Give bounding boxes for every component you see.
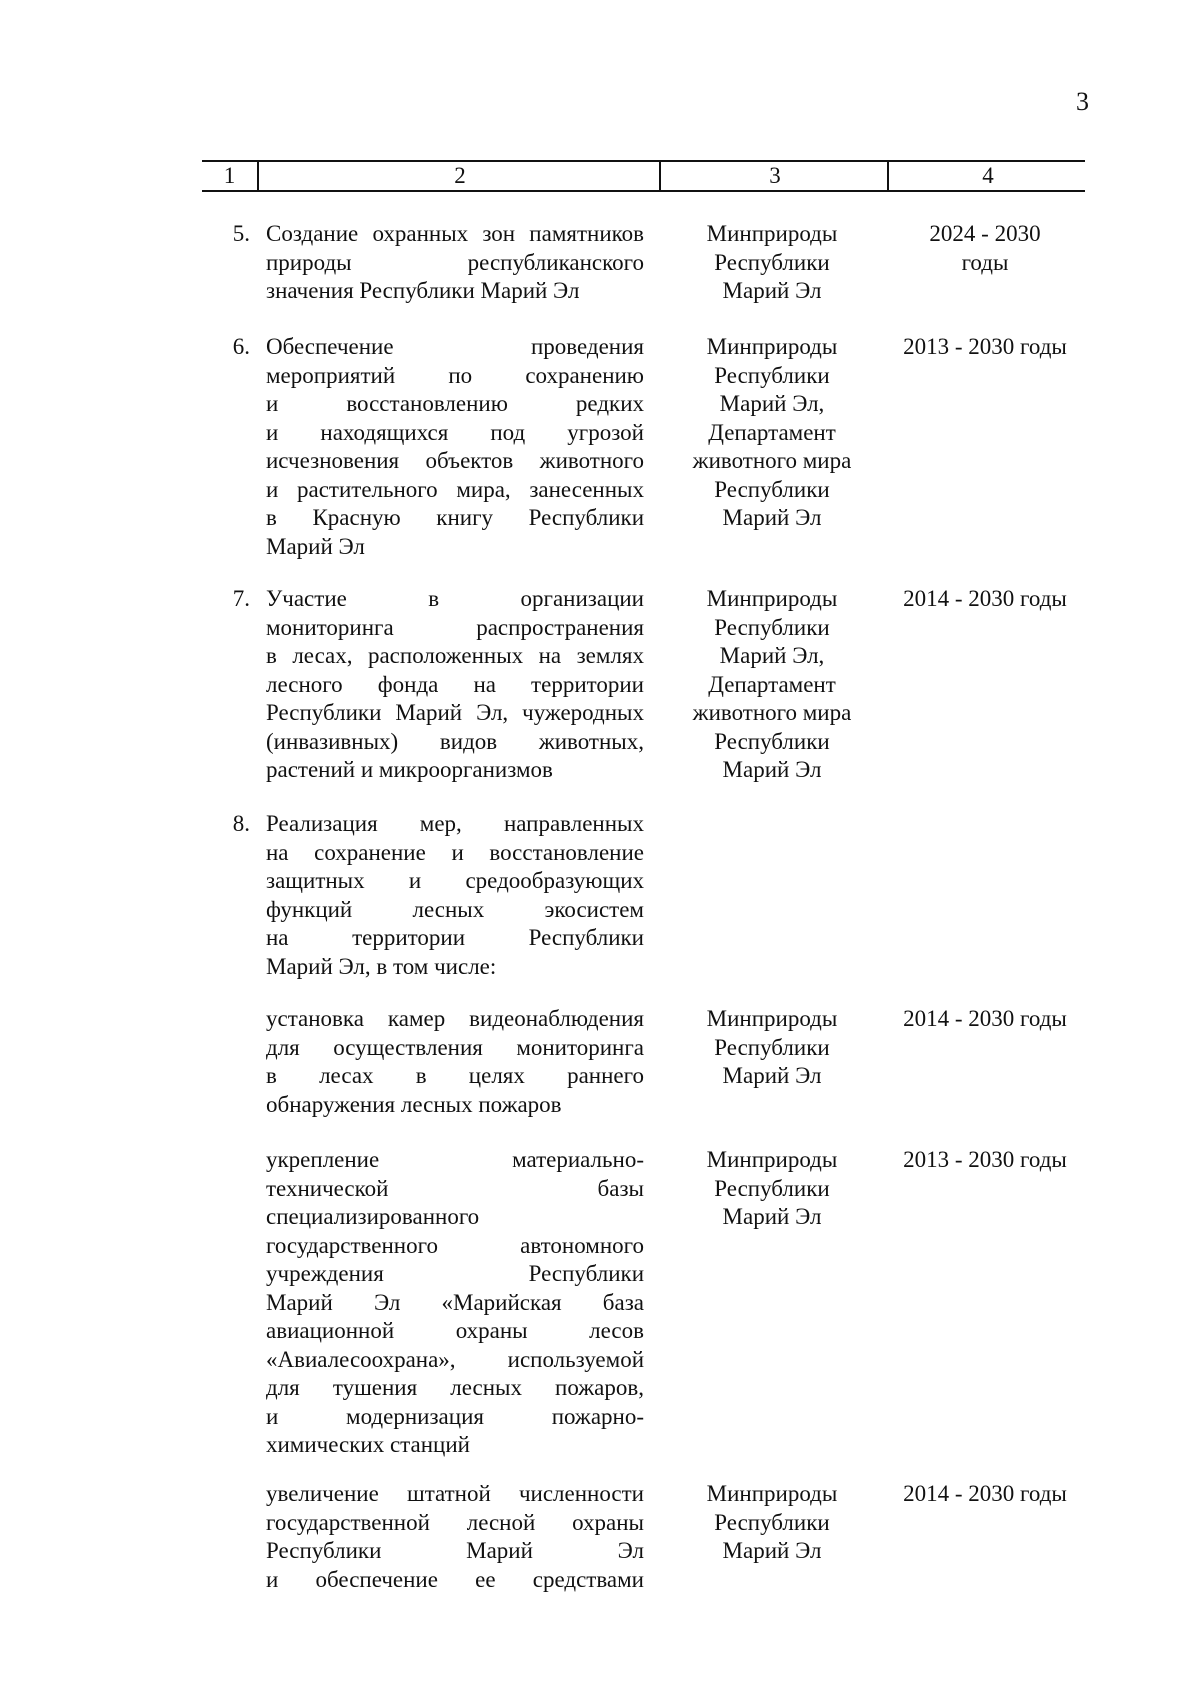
row-number: 6. bbox=[232, 334, 250, 359]
description-line: Реализация мер, направленных bbox=[266, 811, 644, 836]
row-period bbox=[880, 1005, 1090, 1034]
agency-line: Республики bbox=[714, 728, 830, 754]
row-number: 5. bbox=[232, 221, 250, 246]
description-line: «Авиалесоохрана», используемой bbox=[266, 1346, 644, 1372]
row-number: 8. bbox=[232, 811, 250, 836]
description-line: защитных и средообразующих bbox=[266, 868, 644, 893]
description-line: государственного автономного bbox=[266, 1232, 644, 1258]
agency-line: Минприроды bbox=[706, 586, 838, 611]
table-header bbox=[202, 160, 1085, 192]
period-line: 2014 - 2030 годы bbox=[903, 1481, 1067, 1506]
page-number: 3 bbox=[1076, 87, 1089, 116]
row-agency bbox=[668, 220, 876, 306]
row-description bbox=[266, 585, 644, 785]
description-line: в лесах в целях раннего bbox=[266, 1063, 644, 1088]
description-line: Марий Эл, в том числе: bbox=[266, 953, 497, 979]
agency-line: Минприроды bbox=[706, 221, 838, 246]
period-line: 2013 - 2030 годы bbox=[903, 334, 1067, 359]
description-line: Республики Марий Эл, чужеродных bbox=[266, 700, 644, 725]
agency-line: Марий Эл bbox=[722, 1204, 822, 1229]
description-line: авиационной охраны лесов bbox=[266, 1318, 644, 1343]
description-line: Марий Эл bbox=[266, 533, 365, 559]
description-line: специализированного bbox=[266, 1204, 480, 1229]
description-line: и обеспечение ее средствами bbox=[266, 1566, 644, 1592]
description-line: (инвазивных) видов животных, bbox=[266, 728, 644, 754]
description-line: на сохранение и восстановление bbox=[266, 839, 644, 865]
row-description bbox=[266, 333, 644, 561]
description-line: исчезновения объектов животного bbox=[266, 448, 644, 473]
description-line: и модернизация пожарно- bbox=[266, 1403, 644, 1429]
header-col-4: 4 bbox=[887, 162, 1087, 190]
period-line: 2014 - 2030 годы bbox=[903, 1006, 1067, 1031]
row-agency bbox=[668, 1480, 876, 1566]
description-line: функций лесных экосистем bbox=[266, 896, 644, 922]
period-line: годы bbox=[961, 249, 1009, 275]
description-line: технической базы bbox=[266, 1175, 644, 1201]
agency-line: Республики bbox=[714, 614, 830, 640]
agency-line: Республики bbox=[714, 362, 830, 388]
description-line: мероприятий по сохранению bbox=[266, 362, 644, 388]
description-line: природы республиканского bbox=[266, 249, 644, 275]
description-line: обнаружения лесных пожаров bbox=[266, 1091, 562, 1117]
description-line: и находящихся под угрозой bbox=[266, 419, 644, 445]
agency-line: животного мира bbox=[692, 700, 852, 725]
period-line: 2013 - 2030 годы bbox=[903, 1147, 1067, 1172]
description-line: учреждения Республики bbox=[266, 1261, 644, 1286]
agency-line: Департамент bbox=[708, 671, 836, 697]
description-line: и восстановлению редких bbox=[266, 391, 644, 416]
agency-line: Марий Эл bbox=[722, 1538, 822, 1563]
description-line: в лесах, расположенных на землях bbox=[266, 643, 644, 668]
period-line: 2014 - 2030 годы bbox=[903, 586, 1067, 611]
description-line: значения Республики Марий Эл bbox=[266, 278, 580, 303]
description-line: Участие в организации bbox=[266, 586, 644, 611]
agency-line: Минприроды bbox=[706, 1147, 838, 1172]
agency-line: Республики bbox=[714, 1034, 830, 1060]
row-period bbox=[880, 1480, 1090, 1509]
agency-line: Департамент bbox=[708, 419, 836, 445]
agency-line: Марий Эл bbox=[722, 1063, 822, 1088]
description-line: мониторинга распространения bbox=[266, 614, 644, 640]
row-period bbox=[880, 585, 1090, 614]
description-line: лесного фонда на территории bbox=[266, 671, 644, 697]
row-agency bbox=[668, 585, 876, 785]
row-agency bbox=[668, 1005, 876, 1091]
description-line: для осуществления мониторинга bbox=[266, 1034, 644, 1060]
row-period bbox=[880, 333, 1090, 362]
description-line: установка камер видеонаблюдения bbox=[266, 1006, 644, 1031]
agency-line: Марий Эл bbox=[722, 278, 822, 303]
description-line: Обеспечение проведения bbox=[266, 334, 644, 359]
row-description bbox=[266, 1480, 644, 1594]
row-number: 7. bbox=[232, 586, 250, 611]
agency-line: Марий Эл, bbox=[719, 643, 825, 668]
description-line: и растительного мира, занесенных bbox=[266, 476, 644, 502]
description-line: для тушения лесных пожаров, bbox=[266, 1375, 644, 1400]
row-description bbox=[266, 1005, 644, 1119]
description-line: государственной лесной охраны bbox=[266, 1509, 644, 1535]
row-agency bbox=[668, 1146, 876, 1232]
row-description bbox=[266, 220, 644, 306]
agency-line: Республики bbox=[714, 1175, 830, 1201]
row-period bbox=[880, 220, 1090, 277]
header-col-1: 1 bbox=[223, 163, 236, 188]
description-line: растений и микроорганизмов bbox=[266, 757, 553, 782]
agency-line: животного мира bbox=[692, 448, 852, 473]
description-line: на территории Республики bbox=[266, 925, 644, 950]
agency-line: Республики bbox=[714, 249, 830, 275]
row-agency bbox=[668, 333, 876, 533]
agency-line: Республики bbox=[714, 1509, 830, 1535]
row-description bbox=[266, 810, 644, 981]
agency-line: Минприроды bbox=[706, 334, 838, 359]
description-line: Республики Марий Эл bbox=[266, 1538, 644, 1563]
agency-line: Минприроды bbox=[706, 1481, 838, 1506]
header-col-2: 2 bbox=[257, 162, 661, 190]
description-line: Марий Эл «Марийская база bbox=[266, 1289, 644, 1315]
header-col-3: 3 bbox=[659, 162, 889, 190]
description-line: увеличение штатной численности bbox=[266, 1481, 644, 1506]
row-period bbox=[880, 1146, 1090, 1175]
period-line: 2024 - 2030 bbox=[929, 221, 1041, 246]
row-description bbox=[266, 1146, 644, 1460]
agency-line: Минприроды bbox=[706, 1006, 838, 1031]
agency-line: Республики bbox=[714, 476, 830, 502]
description-line: химических станций bbox=[266, 1432, 470, 1457]
agency-line: Марий Эл, bbox=[719, 391, 825, 416]
description-line: Создание охранных зон памятников bbox=[266, 221, 644, 246]
description-line: в Красную книгу Республики bbox=[266, 505, 644, 530]
description-line: укрепление материально- bbox=[266, 1147, 644, 1172]
agency-line: Марий Эл bbox=[722, 757, 822, 782]
agency-line: Марий Эл bbox=[722, 505, 822, 530]
